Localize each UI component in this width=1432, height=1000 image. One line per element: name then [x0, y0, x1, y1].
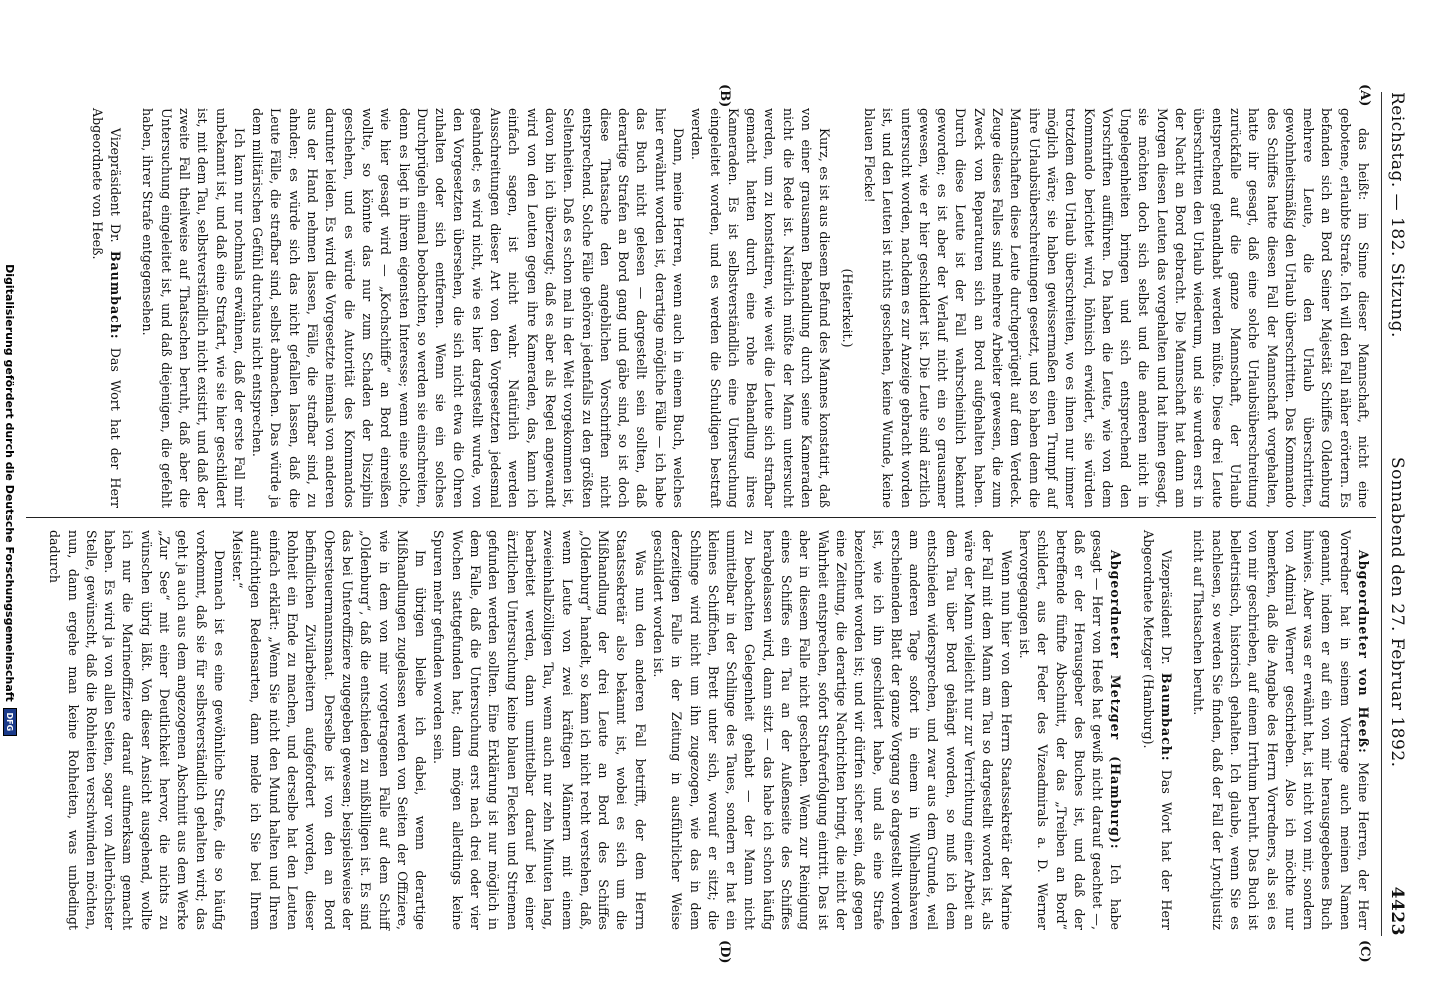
paragraph: Demnach ist es eine gewöhnliche Strafe, die so häufig vorkommt, daß sie für selbstverständlich gehalten wird; das geht ja auch aus dem angezogenen Abschnitt aus dem Werke „Zur See“ mit einer Deutlichkeit hervor, die nichts zu wünschen übrig läßt. Von dieser Ansicht ausgehend, wollte ich nur die Marineoffiziere darauf aufmerksam gemacht haben. Es wird ja von allen Seiten, sogar von Allerhöchster Stelle, gewünscht, daß die Rohheiten verschwinden möchten, nun, dann ergehe man keine Rohheiten, was unbedingt dadurch: [47, 530, 227, 930]
speaker-paragraph: [88, 108, 125, 508]
speaker-paragraph: [1189, 530, 1372, 930]
speaker-prefix: Vizepräsident Dr.: [108, 128, 124, 243]
margin-marker-a: (A): [1357, 84, 1372, 107]
speaker-name: Baumbach:: [1159, 672, 1175, 762]
paragraph: Kurz, es ist aus diesem Befund des Mannes konstatirt, daß von einer grausamen Behandlung durch seine Kameraden nicht die Rede ist. Natürlich müßte der Mann untersucht werden, um zu konstatiren, wie weit die Leute sich strafbar gemacht hatten durch eine rohe Behandlung ihres Kameraden. Es ist selbstverständlich eine Untersuchung eingeleitet worden, und es werden die Schuldigen bestraft werden.: [689, 108, 833, 508]
right-column: [47, 530, 1372, 930]
paragraph: Ich kann nur nochmals erwähnen, daß der erste Fall mir unbekannt ist, und daß eine Strafart, wie sie hier geschildert ist, mit dem Tau, selbstverständlich nicht existirt, und daß der zweite Fall theilweise auf Thatsachen beruht, daß aber die Untersuchung eingeleitet ist, und daß diejenigen, die gefehlt haben, ihrer Strafe entgegensehen.: [140, 108, 247, 508]
speaker-name: Baumbach:: [108, 250, 124, 340]
speaker-text: Das Wort hat der Herr Abgeordnete Metzger (Hamburg).: [1140, 530, 1175, 930]
margin-marker-c: (C): [1357, 940, 1372, 963]
dfg-logo: DFG: [3, 708, 17, 736]
laughter-note: (Heiterkeit.): [839, 268, 855, 348]
paragraph: Dann, meine Herren, wenn auch in einem Buch, welches hier erwähnt worden ist, derartige mögliche Fälle — ich habe das Buch nicht gelesen — dargestellt sein sollten, daß derartige Strafen an Bord gang und gäbe sind, so ist doch diese Thatsache den angeblichen Vorschriften nicht entsprechend. Solche Fälle gehören jedenfalls zu den größten Seltenheiten. Daß es schon mal in der Welt vorgekommen ist, davon bin ich überzeugt; daß es aber als Regel angewandt wird von den Leuten gegen ihre Kameraden, das, kann ich einfach sagen, ist nicht wahr. Natürlich werden Ausschreitungen dieser Art von den Vorgesetzten jedesmal geahndet; es wird nicht, wie es hier dargestellt wurde, von den Vorgesetzten übersehen, die sich nicht etwa die Ohren zuhalten oder sich entfernen. Wenn sie ein solches Durchprügeln einmal beobachten, so werden sie einschreiten, denn es liegt in ihrem eigensten Interesse; wenn eine solche, wie hier gesagt wird — „Kochschiffe“ an Bord einreißen wollte, so könnte das nur zum Schaden der Disziplin geschehen, und es würde die Autorität des Kommandos darunter leiden. Es wird die Vorgesetzte niemals von anderen aus der Hand nehmen lassen, Fälle, die strafbar sind, zu ahnden; es würde sich das nicht gefallen lassen, daß die Leute Fälle, die strafbar sind, selbst abmachen. Das würde ja dem militärischen Gefühl durchaus nicht entsprechen.: [250, 108, 687, 508]
margin-marker-d: (D): [717, 940, 732, 964]
margin-marker-b: (B): [717, 84, 732, 108]
column-divider: [26, 517, 1376, 518]
header-date: Sonnabend den 27. Februar 1892.: [1387, 457, 1407, 768]
speaker-prefix: Vizepräsident Dr.: [1159, 550, 1175, 665]
speaker-text: Das Wort hat der Herr Abgeordnete von Heeß.: [89, 108, 124, 508]
speaker-paragraph: [1015, 530, 1125, 930]
speaker-paragraph: [1138, 530, 1175, 930]
paragraph: Im übrigen bleibe ich dabei, wenn derartige Mißhandlungen zugelassen werden von Seiten der Offiziere, wie in dem von mir vorgetragenen Falle auf dem Schiff „Oldenburg“, daß die entschieden zu mißbilligen ist. Es sind das bei Unteroffiziere zugegeben gewesen; beispielsweise der Obersteuermannsmaat. Derselbe ist von den an Bord befindlichen Zivilarbeitern aufgefordert worden, dieser Rohheit ein Ende zu machen, und derselbe hat den Leuten einfach erklärt: „Wenn Sie nicht den Mund halten und Ihren aufrichtigen Redensarten, dann melde ich Sie bei Ihrem Meister.“: [230, 530, 429, 930]
paragraph: das heißt: im Sinne dieser Mannschaft, nicht eine gebotene, erlaubte Strafe. Ich will den Fall näher erörtern. Es befanden sich an Bord Seiner Majestät Schiffes Oldenburg mehrere Leute, die den Urlaub überschritten, gewohnheitsmäßig den Urlaub überschritten. Das Kommando des Schiffes hatte diesen Fall der Mannschaft vorgehalten, hatte ihr gesagt, daß eine solche Urlaubsüberschreitung zurückfalle auf die ganze Mannschaft, der Urlaub entsprechend gehandhabt werden müßte. Diese drei Leute überschritten den Urlaub wiederum, und sie wurden erst in der Nacht an Bord gebracht. Die Mannschaft hat dann am Morgen diesen Leuten das vorgehalten und hat ihnen gesagt, sie möchten doch sich selbst und die anderen nicht in Ungelegenheiten bringen und sich entsprechend den Vorschriften aufführen. Da haben die Leute, wie von dem Kommando berichtet wird, höhnisch erwidert, sie würden trotzdem den Urlaub überschreiten, wo es ihnen nur immer möglich wäre; sie haben gewissermaßen einen Trumpf auf ihre Urlaubsüberschreitungen gesetzt, und so haben denn die Mannschaften diese Leute durchgeprügelt auf dem Verdeck. Zeuge dieses Falles sind mehrere Arbeiter gewesen, die zum Zweck von Reparaturen sich an Bord aufgehalten haben. Durch diese Leute ist der Fall wahrscheinlich bekannt geworden; es ist aber der Verlauf nicht ein so grausamer gewesen, wie er hier geschildert ist. Die Leute sind ärztlich untersucht worden, nachdem es zur Anzeige gebracht worden ist, und den Leuten ist nichts geschehen, keine Wunde, keine blauen Flecke!: [861, 108, 1371, 508]
digitization-footer: [0, 0, 20, 1000]
paragraph: Was nun den anderen Fall betrifft, der dem Herrn Staatssekretär also bekannt ist, wobei es sich um die Mißhandlung der drei Leute an Bord des Schiffes „Oldenburg“ handelt, so kann ich nicht recht verstehen, daß, wenn Leute von zwei kräftigen Männern mit einem zweieinhalbzölligen Tau, wenn auch nur zehn Minuten lang, bearbeitet werden, dann unmittelbar darauf bei einer ärztlichen Untersuchung keine blauen Flecken und Striemen gefunden werden sollten. Eine Erklärung ist nur möglich in dem Falle, daß die Untersuchung erst nach drei oder vier Wochen stattgefunden hat; dann mögen allerdings keine Spuren mehr gefunden worden sein.: [431, 530, 648, 930]
speaker-name: Abgeordneter Metzger (Hamburg):: [1108, 550, 1124, 850]
speaker-text: Meine Herren, der Herr Vorredner hat in seinem Vortrage auch meinen Namen genannt, indem er auf ein von mir herausgegebenes Buch hinwies. Aber was er erwähnt hat, ist nicht von mir, sondern von Admiral Werner geschrieben. Also ich möchte nur bemerken, daß die Angabe des Herrn Vorredners, als sei es von mir geschrieben, auf einem Irrthum beruht. Das Buch ist belletristisch, historisch gehalten. Ich glaube, wenn Sie es nachlesen, so werden Sie finden, daß der Fall der Lynchjustiz nicht auf Thatsachen beruht.: [1191, 530, 1371, 930]
speaker-text: Ich habe gesagt — Herr von Heeß hat gewiß nicht darauf geachtet —, daß er der Herausgeber des Buches ist, und daß der betreffende fünfte Abschnitt, der das „Treiben an Bord“ schildert, aus der Feder des Vizeadmirals a. D. Werner hervorgegangen ist.: [1016, 530, 1124, 930]
header-left: Reichstag. — 182. Sitzung.: [1387, 92, 1407, 338]
page-number: 4423: [1387, 886, 1407, 936]
speaker-name: Abgeordneter von Heeß:: [1356, 550, 1371, 754]
left-column: [89, 108, 1372, 508]
footer-text: Digitalisierung gefördert durch die Deutsche Forschungsgemeinschaft: [3, 264, 17, 702]
paragraph: Wenn nun hier von dem Herrn Staatssekretär der Marine der Fall mit dem Mann am Tau so dargestellt worden ist, als wäre der Mann vielleicht nur zur Verrichtung einer Arbeit an dem Tau über Bord gehängt worden, so muß ich dem entschieden widersprechen, und zwar aus dem Grunde, weil am anderen Tage sofort in einem in Wilhelmshaven erscheinenden Blatt der ganze Vorgang so dargestellt worden ist, wie ich ihn geschildert habe, und als eine Strafe bezeichnet worden ist; und wir dürfen sicher sein, daß gegen eine Zeitung, die derartige Nachrichten bringt, die nicht der Wahrheit entsprechen, sofort Strafverfolgung eintritt. Das ist aber in diesem Falle nicht geschehen. Wenn zur Reinigung eines Schiffes ein Tau an der Außenseite des Schiffes herabgelassen wird, dann sitzt — das habe ich schon häufig zu beobachten Gelegenheit gehabt — der Mann nicht unmittelbar in der Schlinge des Taues, sondern er hat ein kleines Schiffchen, Brett unter sich, worauf er sitzt; die Schlinge wird nicht um ihn zugezogen, wie das in dem derzeitigen Falle in der Zeitung in ausführlicher Weise geschildert worden ist.: [651, 530, 1014, 930]
page-header: [1381, 92, 1412, 936]
